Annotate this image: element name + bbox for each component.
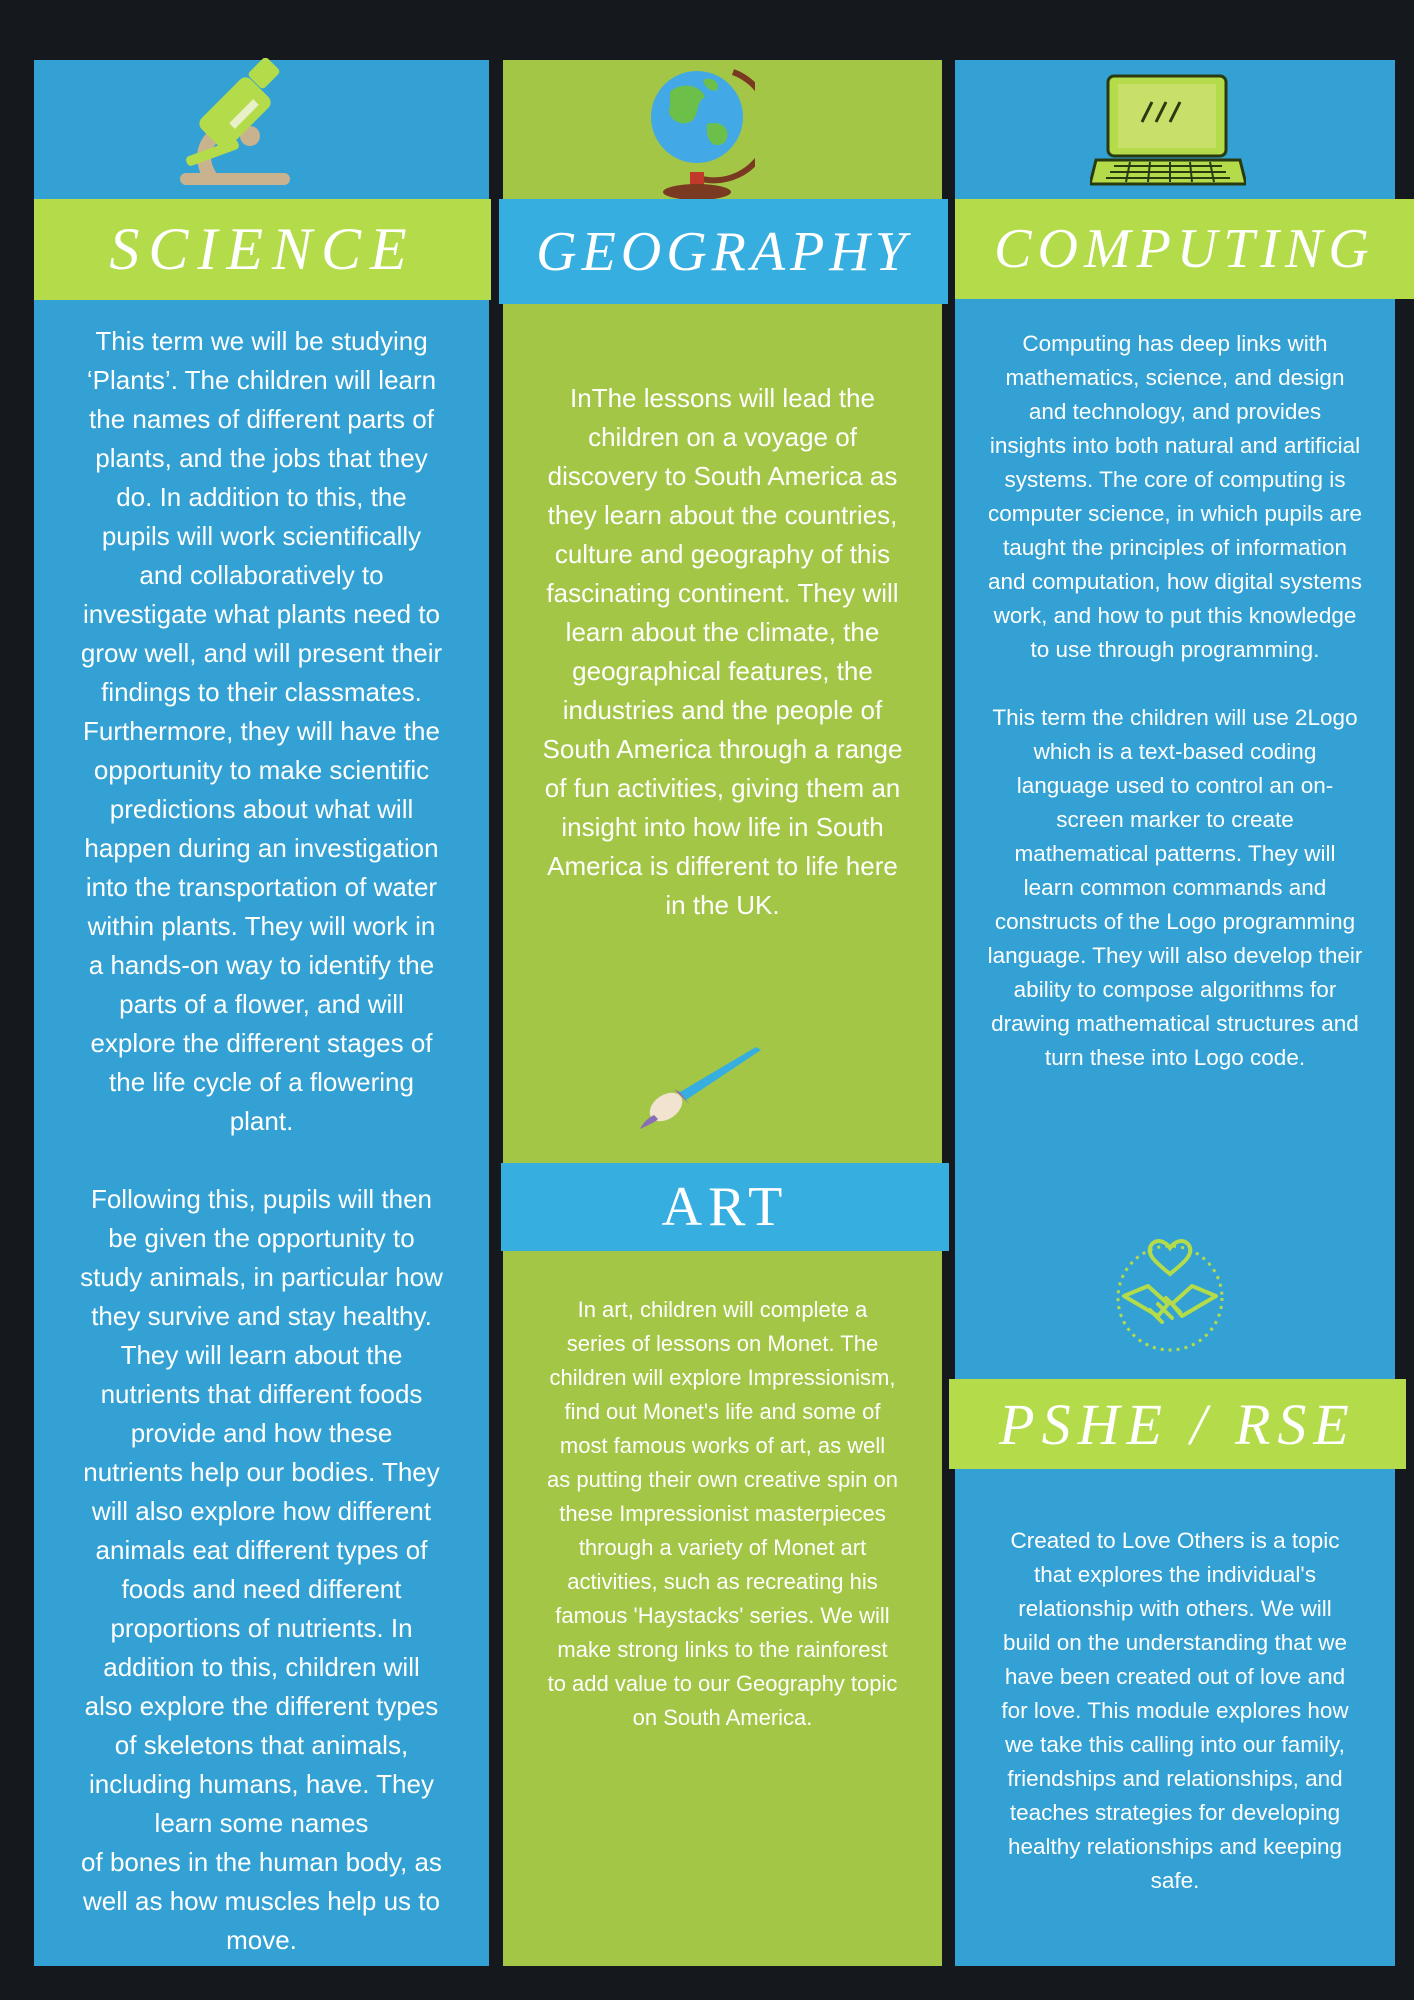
paintbrush-icon	[636, 1045, 766, 1130]
pshe-paragraph: Created to Love Others is a topic that explores the individual's relationship with others. We will build on the understanding that we have been created out of love and for love. This module explores how we take this calling into our family, friendships and relationships, and teaches strategies for developing healthy relationships and keeping safe.	[1001, 1528, 1349, 1893]
computing-paragraph-1: Computing has deep links with mathematics, science, and design and technology, and provides insights into both natural and artificial systems. The core of computing is computer science, in which pupils are taught the principles of information and computation, how digital systems work, and how to put this knowledge to use through programming.	[988, 331, 1362, 662]
art-paragraph: In art, children will complete a series of lessons on Monet. The children will explore Impressionism, find out Monet's life and some of most famous works of art, as well as putting their own creative spin on these Impressionist masterpieces through a variety of Monet art activities, such as recreating his famous 'Haystacks' series. We will make strong links to the rainforest to add value to our Geography topic on South America.	[547, 1297, 898, 1730]
geography-title: GEOGRAPHY	[499, 199, 948, 304]
computing-title: COMPUTING	[955, 199, 1414, 299]
science-paragraph-1: This term we will be studying ‘Plants’. The children will learn the names of different parts of plants, and the jobs that they do. In addition to this, the pupils will work scientifically and collaboratively to investigate what plants need to grow well, and will present their findings to their classmates. Furthermore, they will have the opportunity to make scientific predictions about what will happen during an investigation into the transportation of water within plants. They will work in a hands-on way to identify the parts of a flower, and will explore the different stages of the life cycle of a flowering plant.	[80, 326, 443, 1136]
globe-icon	[645, 62, 755, 202]
science-title: SCIENCE	[34, 199, 491, 300]
computing-paragraph-2: This term the children will use 2Logo which is a text-based coding language used to control an on- screen marker to create mathematical patterns. They will learn common commands and constructs of the Logo programming language. They will also develop their ability to compose algorithms for drawing mathematical structures and turn these into Logo code.	[987, 705, 1363, 1070]
heart-handshake-icon	[1110, 1234, 1230, 1354]
art-title: ART	[501, 1163, 949, 1251]
science-paragraph-2: Following this, pupils will then be given the opportunity to study animals, in particular how they survive and stay healthy. They will learn about the nutrients that different foods provide and how these nutrients help our bodies. They will also explore how different animals eat different types of foods and need different proportions of nutrients. In addition to this, children will also explore the different types of skeletons that animals, including humans, have. They learn some names of bones in the human body, as well as how muscles help us to move.	[80, 1184, 443, 1955]
pshe-title: PSHE / RSE	[949, 1379, 1406, 1469]
geography-paragraph: InThe lessons will lead the children on a voyage of discovery to South America as they learn about the countries, culture and geography of this fascinating continent. They will learn about the climate, the geographical features, the industries and the people of South America through a range of fun activities, giving them an insight into how life in South America is different to life here in the UK.	[542, 383, 903, 920]
laptop-icon	[1090, 72, 1246, 190]
microscope-icon	[175, 58, 295, 188]
